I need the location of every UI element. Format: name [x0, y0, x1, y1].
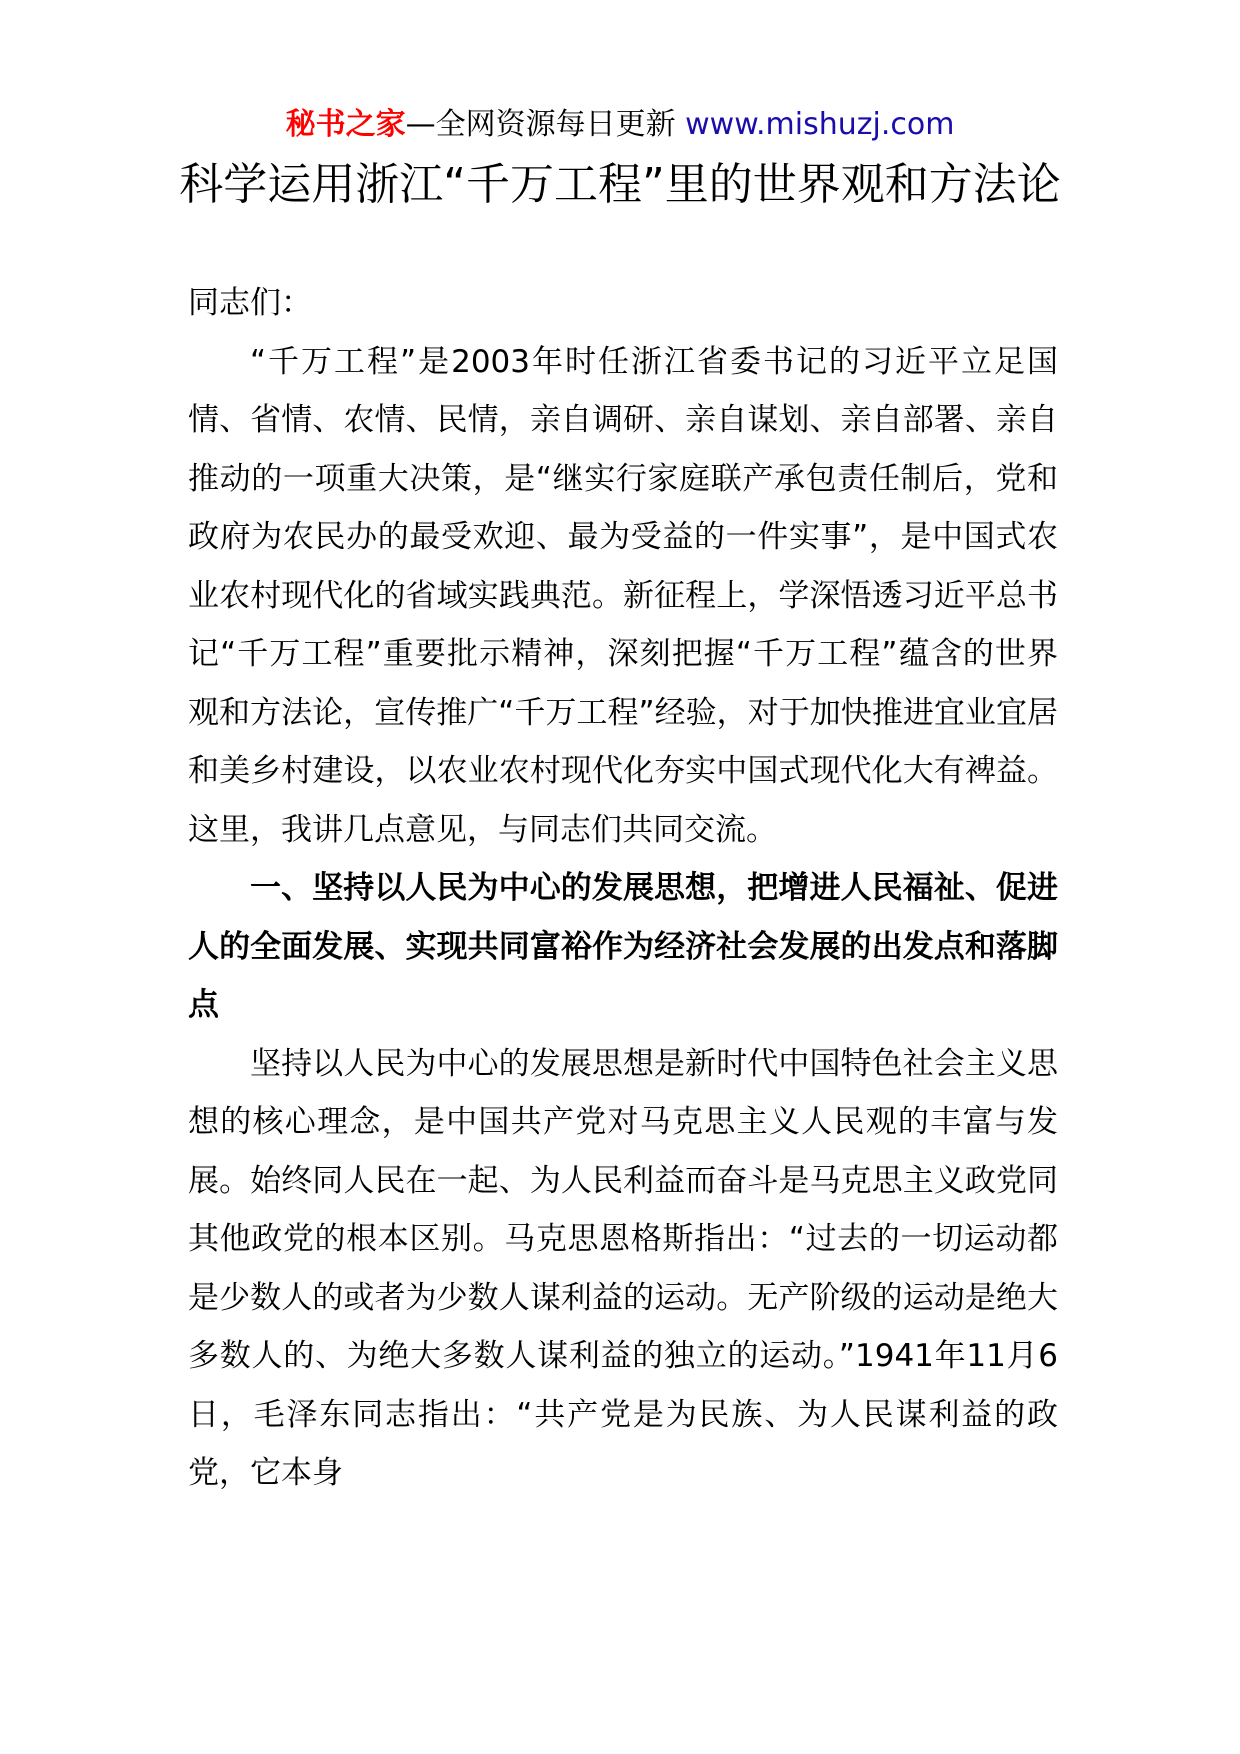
section-heading-1: 一、坚持以人民为中心的发展思想，把增进人民福祉、促进人的全面发展、实现共同富裕作为经济社会发展的出发点和落脚点: [188, 870, 1058, 1023]
site-header: [0, 104, 1240, 146]
site-brand: 秘书之家: [285, 107, 406, 142]
site-url-link[interactable]: www.mishuzj.com: [685, 107, 955, 142]
paragraph-section-1: 坚持以人民为中心的发展思想是新时代中国特色社会主义思想的核心理念，是中国共产党对马克思主义人民观的丰富与发展。始终同人民在一起、为人民利益而奋斗是马克思主义政党同其他政党的根本区别。马克思恩格斯指出：“过去的一切运动都是少数人的或者为少数人谋利益的运动。无产阶级的运动是绝大多数人的、为绝大多数人谋利益的独立的运动。”1941年11月6日，毛泽东同志指出：“共产党是为民族、为人民谋利益的政党，它本身: [188, 1045, 1058, 1491]
document-body: [188, 274, 1058, 1503]
salutation: 同志们：: [188, 285, 312, 321]
paragraph-intro: “千万工程”是2003年时任浙江省委书记的习近平立足国情、省情、农情、民情，亲自调研、亲自谋划、亲自部署、亲自推动的一项重大决策，是“继实行家庭联产承包责任制后，党和政府为农民办的最受欢迎、最为受益的一件实事”，是中国式农业农村现代化的省域实践典范。新征程上，学深悟透习近平总书记“千万工程”重要批示精神，深刻把握“千万工程”蕴含的世界观和方法论，宣传推广“千万工程”经验，对于加快推进宜业宜居和美乡村建设，以农业农村现代化夯实中国式现代化大有裨益。这里，我讲几点意见，与同志们共同交流。: [188, 343, 1058, 848]
site-tagline: —全网资源每日更新: [405, 107, 686, 142]
document-title: 科学运用浙江“千万工程”里的世界观和方法论: [179, 159, 1061, 210]
